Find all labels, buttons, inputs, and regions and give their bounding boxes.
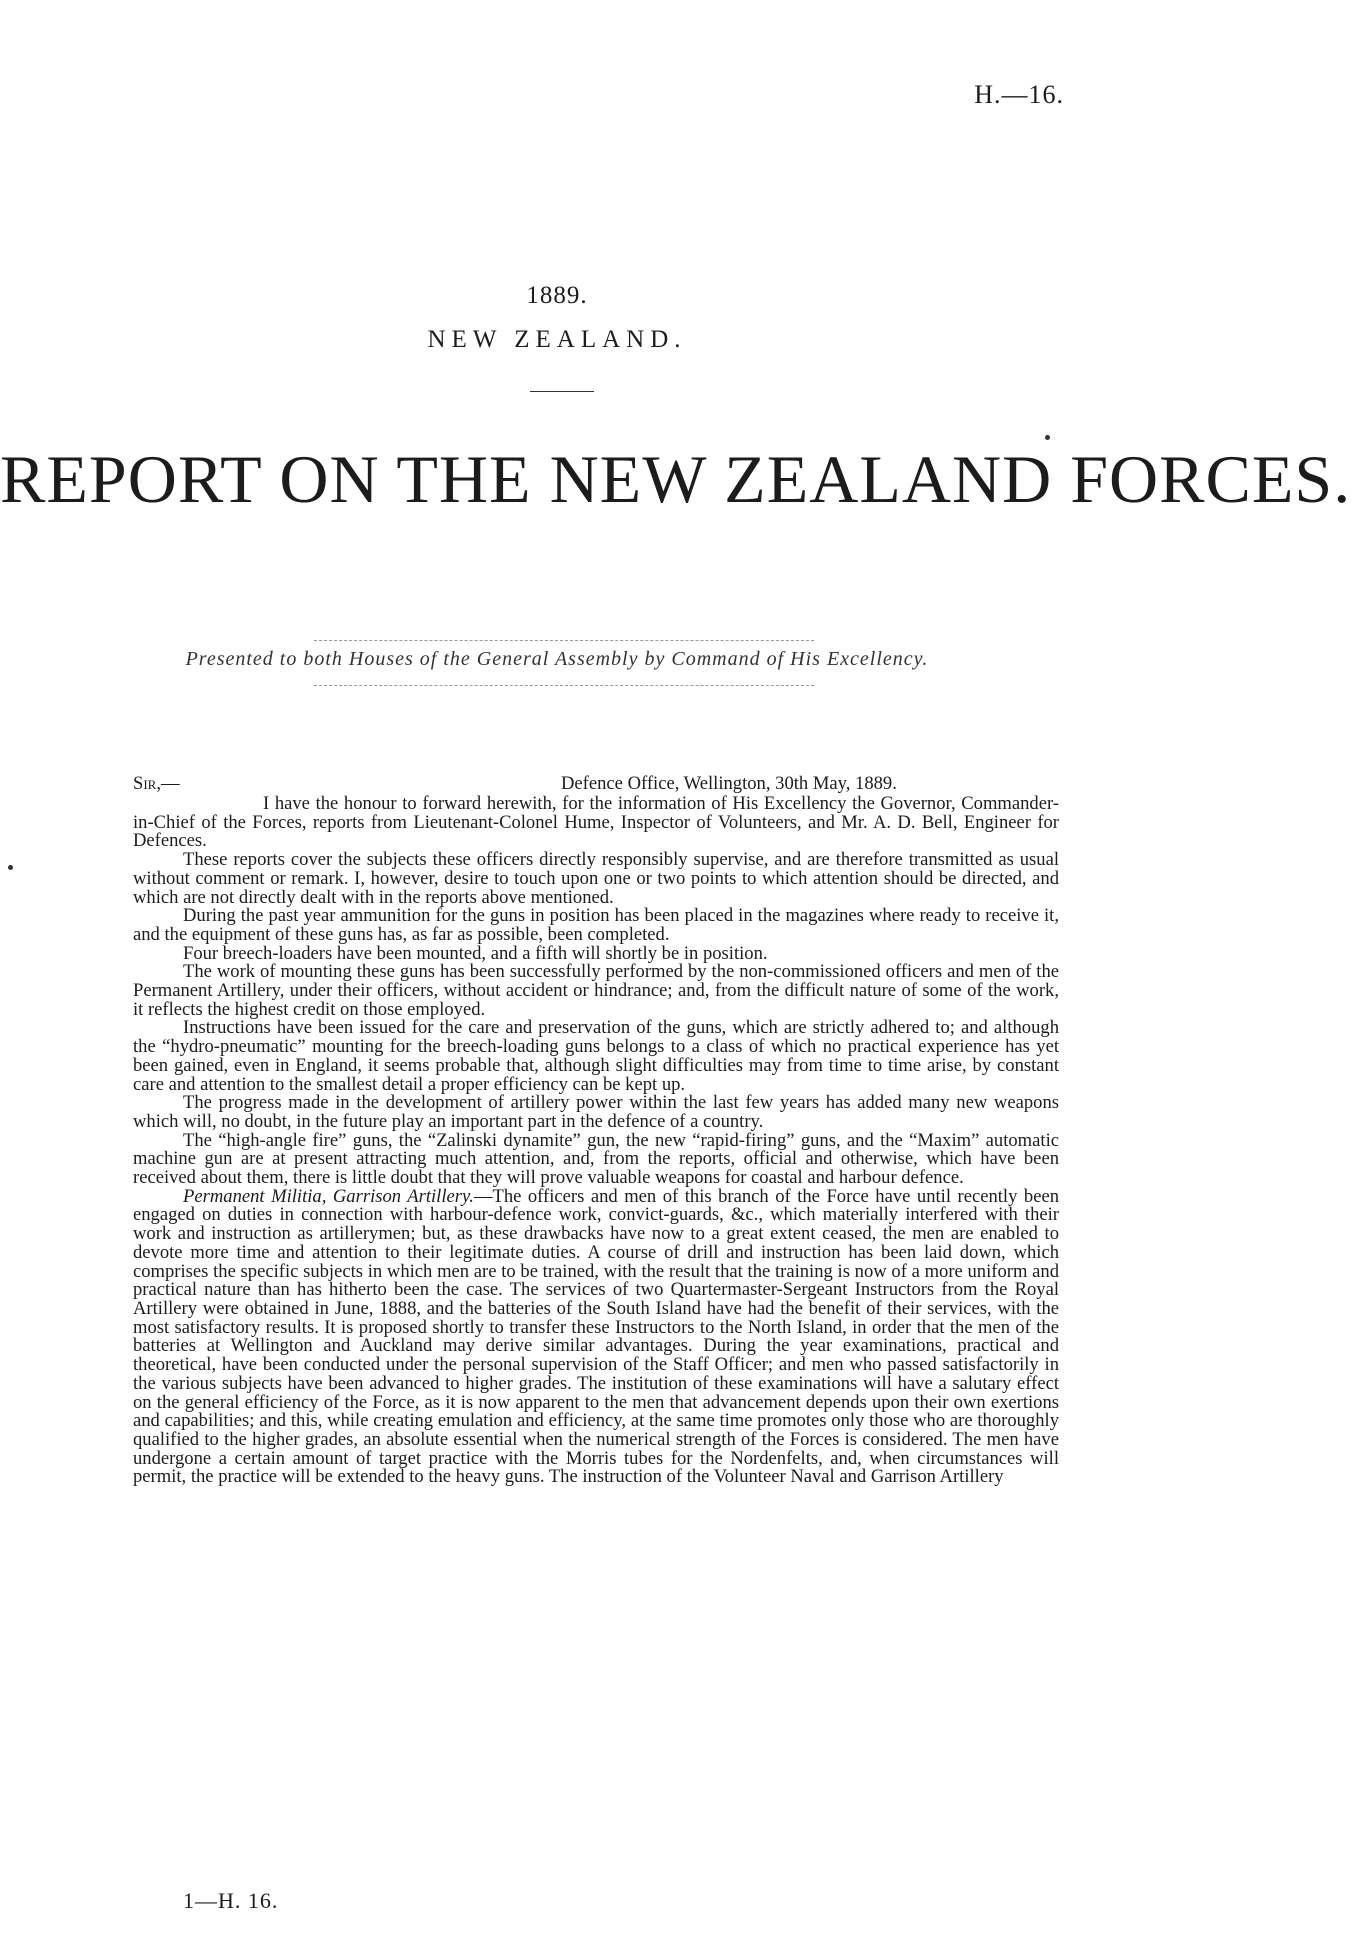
paragraph: The progress made in the development of artillery power within the last few years has added many new weapons which will, no doubt, in the future play an important part in the defence of a country. [133, 1092, 1059, 1132]
country-name: NEW ZEALAND. [427, 326, 687, 353]
report-title: REPORT ON THE NEW ZEALAND FORCES. [0, 441, 1351, 517]
divider-rule [530, 391, 594, 392]
page-signature: 1—H. 16. [183, 1888, 279, 1913]
section-heading: Permanent Militia, Garrison Artillery. [183, 1185, 474, 1207]
paragraph-militia [133, 1185, 1059, 1488]
paragraph: I have the honour to forward herewith, for the information of His Excellency the Governor, Commander-in-Chief of the Forces, reports from Lieutenant-Colonel Hume, Inspector of Volunteers, and Mr. A. D. Bell, Engineer for Defences. [133, 793, 1059, 852]
letter-body [133, 775, 1059, 1487]
salutation-line [133, 775, 1059, 795]
dateline: Defence Office, Wellington, 30th May, 1889. [561, 773, 897, 794]
page-reference: H.—16. [974, 80, 1064, 109]
paragraph: Four breech-loaders have been mounted, and a fifth will shortly be in position. [183, 942, 768, 964]
salutation: Sir,— [133, 773, 180, 794]
paragraph: During the past year ammunition for the guns in position has been placed in the magazines where ready to receive it, and the equipment of these guns has, as far as possible, been completed. [133, 905, 1059, 945]
print-speck [8, 865, 13, 870]
report-year: 1889. [526, 282, 588, 309]
paragraph: The work of mounting these guns has been successfully performed by the non-commissioned officers and men of the Permanent Artillery, under their officers, without accident or hindrance; and, from the difficult nature of some of the work, it reflects the highest credit on those employed. [133, 961, 1059, 1020]
section-text: —The officers and men of this branch of the Force have until recently been engaged on duties in connection with harbour-defence work, convict-guards, &c., which materially interfered with their work and instruction as artillerymen; but, as these drawbacks have now to a great extent ceased, the men are enabled to devote more time and attention to their legitimate duties. A course of drill and instruction has been laid down, which comprises the specific subjects in which men are to be trained, with the result that the training is now of a more uniform and practical nature than has hitherto been the case. The services of two Quartermaster-Sergeant Instructors from the Royal Artillery were obtained in June, 1888, and the batteries of the South Island have had the benefit of their services, with the most satisfactory results. It is proposed shortly to transfer these Instructors to the North Island, in order that the men of the batteries at Wellington and Auckland may derive similar advantages. During the year examinations, practical and theoretical, have been conducted under the personal supervision of the Staff Officer; and men who passed satisfactorily in the various subjects have been advanced to higher grades. The institution of these examinations will have a salutary effect on the general efficiency of the Force, as it is now apparent to the men that advancement depends upon their own exertions and capabilities; and this, while creating emulation and efficiency, at the same time promotes only those who are thoroughly qualified to the higher grades, an absolute essential when the numerical strength of the Forces is considered. The men have undergone a certain amount of target practice with the Morris tubes for the Nordenfelts, and, when circumstances will permit, the practice will be extended to the heavy guns. The instruction of the Volunteer Naval and Garrison Artillery [133, 1185, 1059, 1488]
paragraph: Instructions have been issued for the care and preservation of the guns, which are strictly adhered to; and although the “hydro-pneumatic” mounting for the breech-loading guns belongs to a class of which no practical experience has yet been gained, even in England, it seems probable that, although slight difficulties may from time to time arise, by constant care and attention to the smallest detail a proper efficiency can be kept up. [133, 1017, 1059, 1095]
presented-line: Presented to both Houses of the General Assembly by Command of His Excellency. [185, 648, 929, 670]
paragraph: These reports cover the subjects these officers directly responsibly supervise, and are therefore transmitted as usual without comment or remark. I, however, desire to touch upon one or two points to which attention should be directed, and which are not directly dealt with in the reports above mentioned. [133, 849, 1059, 908]
divider-rule-upper [314, 640, 814, 641]
divider-rule-lower [314, 685, 814, 686]
paragraph: The “high-angle fire” guns, the “Zalinski dynamite” gun, the new “rapid-firing” guns, and the “Maxim” automatic machine gun are at present attracting much attention, and, from the reports, official and otherwise, which have been received about them, there is little doubt that they will prove valuable weapons for coastal and harbour defence. [133, 1129, 1059, 1189]
